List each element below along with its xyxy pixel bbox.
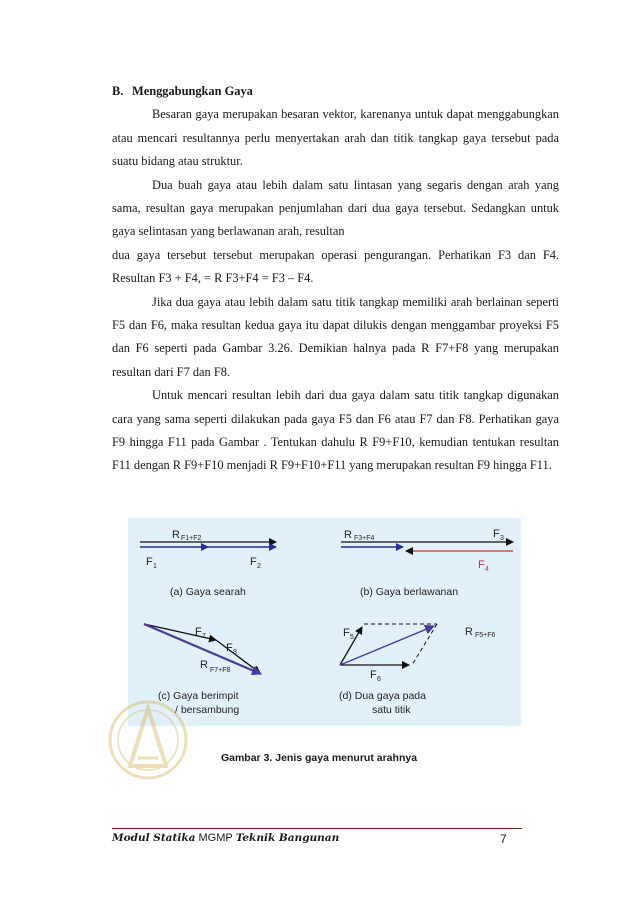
label-f6: F (370, 669, 377, 681)
label-f3: F (493, 528, 500, 540)
panel-d (339, 624, 496, 716)
label-f7-sub: 7 (202, 633, 206, 640)
label-r-c-sub: F7+F8 (210, 667, 231, 674)
paragraph-5: Untuk mencari resultan lebih dari dua gaya dalam satu titik tangkap digunakan cara yang sama seperti dilakukan pada gaya F5 dan F6 atau F7 dan F8. Perhatikan gaya F9 hingga F11 pada Gambar . Tentukan dahulu R F9+F10, kemudian tentukan resultan F11 dengan R F9+F10 menjadi R F9+F10+F11 yang merupakan resultan F9 hingga F11. (112, 388, 559, 473)
label-r-a: R (172, 529, 180, 541)
label-f1: F (146, 556, 153, 568)
label-f2: F (250, 556, 257, 568)
caption-d-line1: (d) Dua gaya pada (339, 690, 426, 702)
section-number: B. (112, 84, 124, 98)
footer-mgmp: MGMP (198, 832, 233, 844)
label-r-b-sub: F3+F4 (354, 535, 375, 542)
body-text (112, 80, 559, 478)
label-r-d-sub: F5+F6 (475, 632, 496, 639)
panel-b (341, 528, 513, 598)
figure-caption: Gambar 3. Jenis gaya menurut arahnya (220, 752, 418, 764)
paragraph-3: dua gaya tersebut tersebut merupakan operasi pengurangan. Perhatikan F3 dan F4. Resultan F3 + F4, = R F3+F4 = F3 – F4. (112, 247, 559, 286)
paragraph-1: Besaran gaya merupakan besaran vektor, karenanya untuk dapat menggabungkan atau mencari resultannya perlu menyertakan arah dan titik tangkap gaya tersebut pada suatu bidang atau struktur. (112, 107, 559, 169)
label-f7: F (195, 626, 202, 638)
label-r-c: R (200, 659, 208, 671)
section-title: Menggabungkan Gaya (132, 84, 253, 98)
section-heading (112, 80, 559, 103)
label-f4: F (478, 559, 485, 571)
watermark-logo (108, 688, 188, 798)
page-number: 7 (500, 832, 507, 846)
label-f2-sub: 2 (257, 563, 261, 570)
label-f4-sub: 4 (485, 566, 489, 573)
label-f3-sub: 3 (500, 535, 504, 542)
label-r-d: R (465, 626, 473, 638)
footer-title (112, 832, 339, 844)
label-r-a-sub: F1+F2 (181, 535, 202, 542)
caption-b: (b) Gaya berlawanan (360, 586, 459, 598)
footer-divider (112, 828, 522, 829)
label-f5: F (343, 627, 350, 639)
footer-course: Teknik Bangunan (235, 832, 340, 844)
footer-brand: Modul Statika (112, 832, 196, 844)
label-f8: F (226, 642, 233, 654)
caption-d-line2: satu titik (372, 704, 411, 716)
caption-a: (a) Gaya searah (170, 586, 246, 598)
label-f1-sub: 1 (153, 563, 157, 570)
panel-a (140, 529, 276, 598)
resultant-d-arrow (340, 626, 434, 665)
label-f6-sub: 6 (377, 676, 381, 683)
paragraph-4: Jika dua gaya atau lebih dalam satu titik tangkap memiliki arah berlainan seperti F5 dan F6, maka resultan kedua gaya itu dapat dilukis dengan menggambar proyeksi F5 dan F6 seperti pada Gambar 3.26. Demikian halnya pada R F7+F8 yang merupakan resultan dari F7 dan F8. (112, 294, 559, 379)
label-r-b: R (344, 529, 352, 541)
label-f5-sub: 5 (350, 634, 354, 641)
caption-c-line1: (c) Gaya berimpit (158, 690, 239, 702)
label-f8-sub: 8 (233, 649, 237, 656)
paragraph-2: Dua buah gaya atau lebih dalam satu lintasan yang segaris dengan arah yang sama, resultan gaya merupakan penjumlahan dari dua gaya tersebut. Sedangkan untuk gaya selintasan yang berlawanan arah, resultan (112, 177, 559, 239)
caption-c-line2: / bersambung (175, 704, 240, 716)
